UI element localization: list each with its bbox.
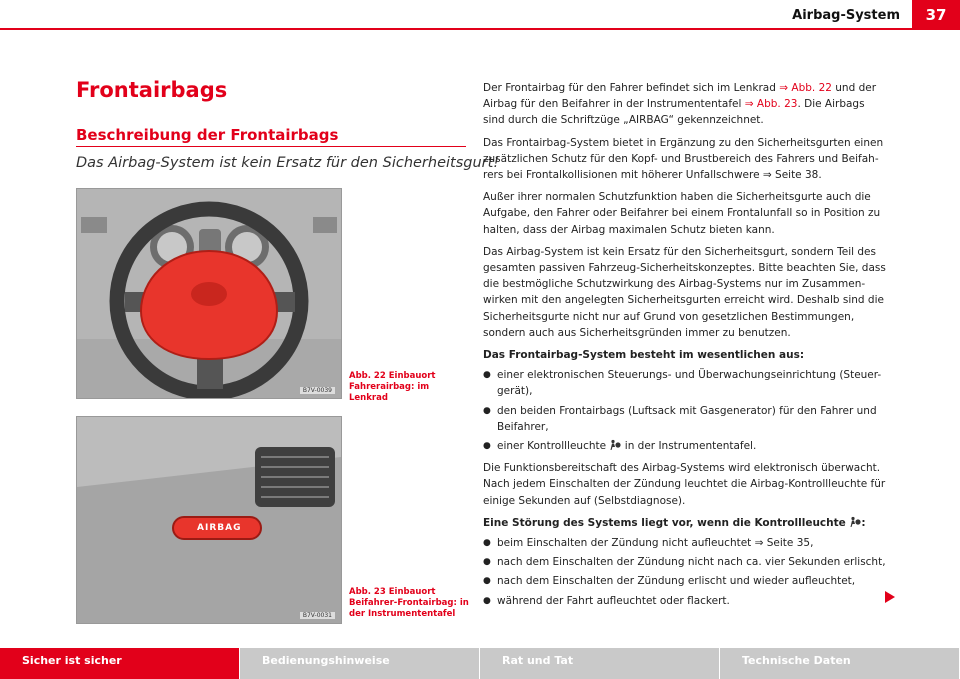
text: und der Airbag für den Beifahrer in der Instrumententafel: [483, 82, 877, 111]
list-item: ● den beiden Frontairbags (Luftsack mit Gasgenerator) für den Fahrer und Beifahrer,: [483, 403, 888, 435]
intro-text: Das Airbag-System ist kein Ersatz für den Sicherheitsgurt!: [76, 155, 500, 171]
list-item: ● beim Einschalten der Zündung nicht aufleuchtet ⇒ Seite 35,: [483, 535, 888, 551]
paragraph: Außer ihrer normalen Schutzfunktion haben die Sicherheitsgurte auch die Aufgabe, den Fahrer oder Beifahrer bei einem Frontalunfall so in Position zu halten, dass der Airbag maximalen Schutz bieten kann.: [483, 191, 881, 236]
text: . Die Airbags sind durch die Schriftzüge „AIRBAG“ gekennzeichnet.: [483, 98, 865, 127]
list-heading: Das Frontairbag-System besteht im wesentlichen aus:: [483, 349, 805, 362]
body-text: [483, 80, 888, 612]
paragraph: Das Airbag-System ist kein Ersatz für den Sicherheitsgurt, sondern Teil des gesamten passiven Fahrzeug-Sicherheitskonzeptes. Bitte beachten Sie, dass die bestmögliche Schutzwirkung des Airbag-Systems nur im Zusammen-wirken mit den angelegten Sicherheitsgurten erreicht wird. Deshalb sind die Sicherheitsgurte nicht nur auf Grund von gesetzlichen Bestimmungen, sondern auch aus Sicherheitsgründen immer zu benutzen.: [483, 245, 886, 339]
subtitle-rule: [76, 146, 466, 147]
text: in der Instrumententafel.: [621, 440, 757, 453]
text: Eine Störung des Systems liegt vor, wenn die Kontrollleuchte: [483, 516, 846, 529]
list-item: ● nach dem Einschalten der Zündung nicht nach ca. vier Sekunden erlischt,: [483, 554, 888, 570]
airbag-warning-icon: [609, 439, 621, 451]
list-item: ● während der Fahrt aufleuchtet oder flackert.: [483, 593, 888, 609]
section-subtitle: Beschreibung der Frontairbags: [76, 126, 339, 144]
text: Der Frontairbag für den Fahrer befindet sich im Lenkrad: [483, 82, 780, 94]
text: einer Kontrollleuchte: [497, 440, 607, 453]
figure-caption: Abb. 23 Einbauort Beifahrer-Frontairbag: in der Instrumententafel: [349, 587, 469, 619]
header-title: Airbag-System: [792, 8, 900, 23]
list-item: ● nach dem Einschalten der Zündung erlischt und wieder aufleuchtet,: [483, 573, 888, 589]
airbag-warning-icon: [849, 516, 861, 528]
list-item: ● einer elektronischen Steuerungs- und Überwachungseinrichtung (Steuer-gerät),: [483, 367, 888, 399]
tab-technische-daten[interactable]: Technische Daten: [720, 648, 960, 679]
list-item: [483, 438, 888, 454]
page-number: 37: [912, 0, 960, 30]
airbag-label: AIRBAG: [197, 523, 242, 533]
dashboard-illustration: [77, 417, 341, 623]
tab-sicher-ist-sicher[interactable]: Sicher ist sicher: [0, 648, 240, 679]
figure-id: B7V-0031: [300, 612, 335, 619]
figure-link[interactable]: ⇒ Abb. 23: [744, 98, 798, 111]
text: :: [861, 516, 866, 529]
paragraph: [483, 80, 888, 129]
figure-link[interactable]: ⇒ Abb. 22: [779, 82, 832, 94]
paragraph: Die Funktionsbereitschaft des Airbag-Systems wird elektronisch überwacht. Nach jedem Einschalten der Zündung leuchtet die Airbag-Kontrollleuchte für einige Sekunden auf (Selbstdiagnose).: [483, 462, 886, 507]
next-page-arrow-icon[interactable]: [885, 591, 895, 603]
header-rule: [0, 28, 960, 30]
figure-id: B7V-0039: [300, 387, 335, 394]
tab-rat-und-tat[interactable]: Rat und Tat: [480, 648, 720, 679]
paragraph: Das Frontairbag-System bietet in Ergänzung zu den Sicherheitsgurten einen zusätzlichen Schutz für den Kopf- und Brustbereich des Fahrers und Beifah-rers bei Frontalkollisionen mit höherer Unfallschwere ⇒ Seite 38.: [483, 136, 884, 182]
figure-dashboard-airbag: [76, 416, 342, 624]
footer-nav: [0, 648, 960, 679]
steering-wheel-illustration: [77, 189, 341, 398]
figure-steering-wheel: [76, 188, 342, 399]
figure-caption: Abb. 22 Einbauort Fahrerairbag: im Lenkrad: [349, 371, 436, 403]
section-title: Frontairbags: [76, 78, 228, 102]
tab-bedienungshinweise[interactable]: Bedienungshinweise: [240, 648, 480, 679]
list-heading: [483, 515, 888, 531]
